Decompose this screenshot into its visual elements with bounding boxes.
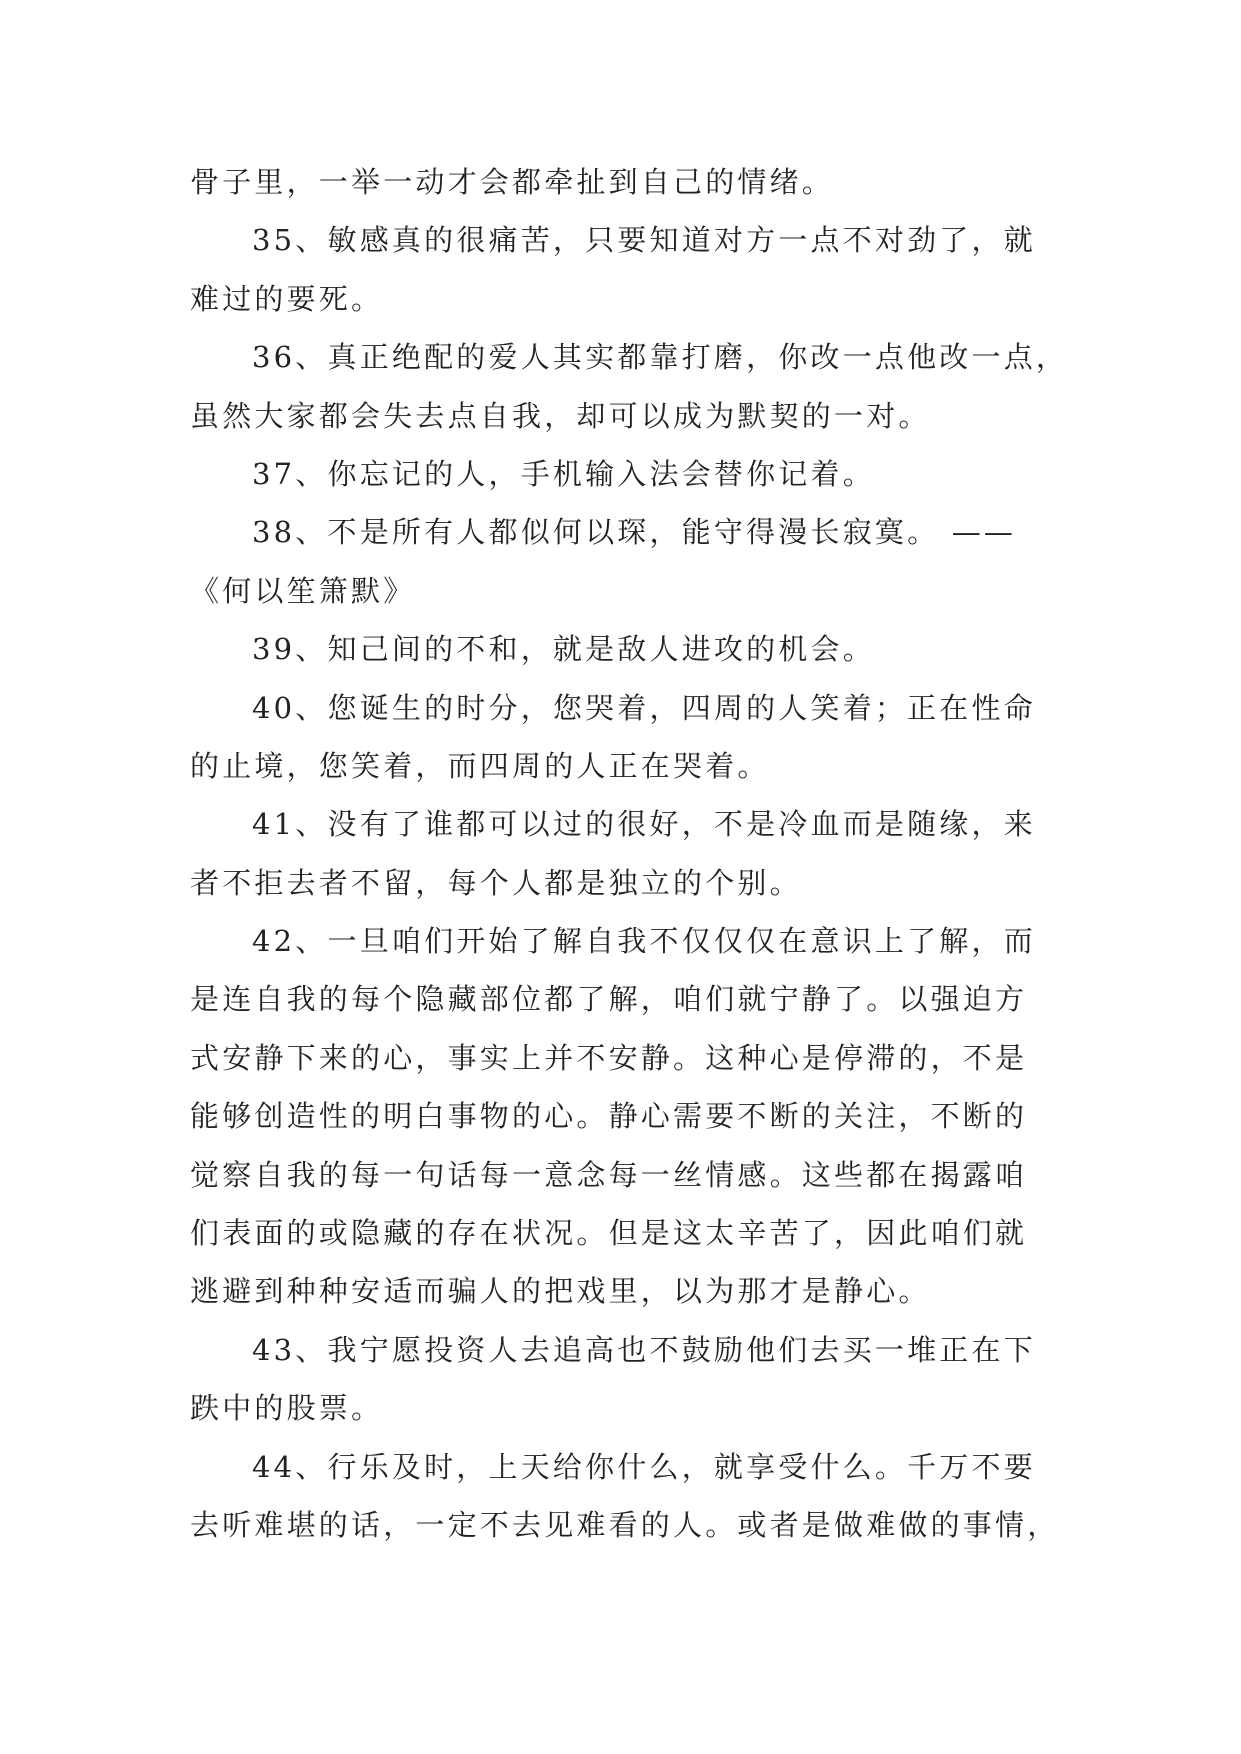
text-line: 40、您诞生的时分，您哭着，四周的人笑着；正在性命	[252, 690, 1036, 725]
text-line: 38、不是所有人都似何以琛，能守得漫长寂寞。 ——	[252, 515, 1017, 550]
text-line: 36、真正绝配的爱人其实都靠打磨，你改一点他改一点，	[252, 340, 1069, 375]
text-line: 去听难堪的话，一定不去见难看的人。或者是做难做的事情，	[190, 1507, 1060, 1542]
text-line: 逃避到种种安适而骗人的把戏里，以为那才是静心。	[190, 1274, 931, 1309]
text-line: 44、行乐及时，上天给你什么，就享受什么。千万不要	[252, 1449, 1036, 1484]
text-line: 是连自我的每个隐藏部位都了解，咱们就宁静了。以强迫方	[190, 982, 1028, 1017]
text-line: 《何以笙箫默》	[190, 573, 416, 608]
text-line: 的止境，您笑着，而四周的人正在哭着。	[190, 748, 770, 783]
text-line: 能够创造性的明白事物的心。静心需要不断的关注，不断的	[190, 1099, 1028, 1134]
text-line: 们表面的或隐藏的存在状况。但是这太辛苦了，因此咱们就	[190, 1216, 1028, 1251]
text-line: 37、你忘记的人，手机输入法会替你记着。	[252, 456, 875, 491]
text-line: 觉察自我的每一句话每一意念每一丝情感。这些都在揭露咱	[190, 1157, 1028, 1192]
text-line: 39、知己间的不和，就是敌人进攻的机会。	[252, 632, 875, 667]
text-line: 35、敏感真的很痛苦，只要知道对方一点不对劲了，就	[252, 223, 1036, 258]
text-line: 骨子里，一举一动才会都牵扯到自己的情绪。	[190, 165, 835, 199]
text-line: 者不拒去者不留，每个人都是独立的个别。	[190, 865, 802, 900]
document-body	[190, 153, 1069, 1554]
text-line: 42、一旦咱们开始了解自我不仅仅仅在意识上了解，而	[252, 924, 1036, 959]
text-line: 41、没有了谁都可以过的很好，不是冷血而是随缘，来	[252, 807, 1036, 842]
text-line: 43、我宁愿投资人去追高也不鼓励他们去买一堆正在下	[252, 1332, 1036, 1367]
text-line: 跌中的股票。	[190, 1391, 384, 1426]
text-line: 虽然大家都会失去点自我，却可以成为默契的一对。	[190, 398, 931, 433]
text-line: 式安静下来的心，事实上并不安静。这种心是停滞的，不是	[190, 1040, 1028, 1075]
text-line: 难过的要死。	[190, 281, 384, 316]
